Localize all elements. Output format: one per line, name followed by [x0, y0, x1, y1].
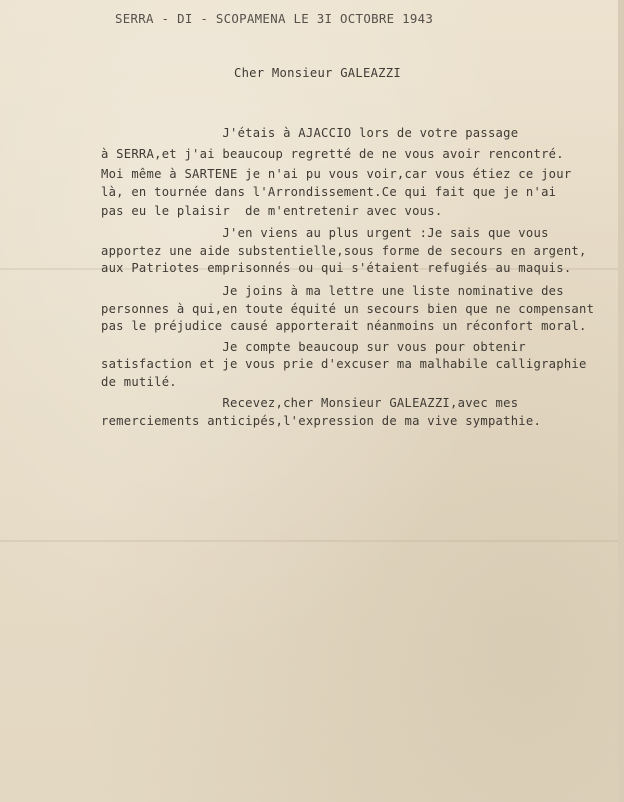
letter-line: pas le préjudice causé apporterait néanmoins un réconfort moral. [101, 319, 587, 333]
letter-line: Recevez,cher Monsieur GALEAZZI,avec mes [101, 396, 519, 410]
letter-line: à SERRA,et j'ai beaucoup regretté de ne vous avoir rencontré. [101, 147, 564, 161]
letter-line: apportez une aide substentielle,sous forme de secours en argent, [101, 244, 587, 258]
letter-salutation: Cher Monsieur GALEAZZI [234, 66, 401, 80]
letter-line: J'en viens au plus urgent :Je sais que vous [101, 226, 549, 240]
paper-fold-line [0, 540, 624, 542]
letter-line: Moi même à SARTENE je n'ai pu vous voir,car vous étiez ce jour [101, 167, 572, 181]
letter-line: J'étais à AJACCIO lors de votre passage [101, 126, 519, 140]
letter-line: aux Patriotes emprisonnés ou qui s'étaient refugiés au maquis. [101, 261, 572, 275]
letter-line: pas eu le plaisir de m'entretenir avec vous. [101, 204, 443, 218]
letter-line: Je joins à ma lettre une liste nominative des [101, 284, 564, 298]
letter-line: là, en tournée dans l'Arrondissement.Ce qui fait que je n'ai [101, 185, 557, 199]
letter-line: remerciements anticipés,l'expression de ma vive sympathie. [101, 414, 542, 428]
letter-line: satisfaction et je vous prie d'excuser ma malhabile calligraphie [101, 357, 587, 371]
letter-line: de mutilé. [101, 375, 177, 389]
letter-line: Je compte beaucoup sur vous pour obtenir [101, 340, 526, 354]
letter-header: SERRA - DI - SCOPAMENA LE 3I OCTOBRE 1943 [115, 11, 434, 26]
letter-line: personnes à qui,en toute équité un secours bien que ne compensant [101, 302, 595, 316]
